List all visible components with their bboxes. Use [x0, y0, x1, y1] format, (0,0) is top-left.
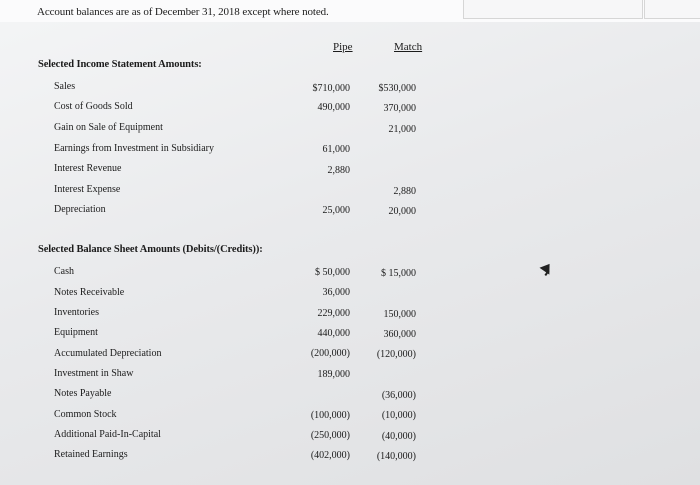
balance-row-label: Notes Receivable: [54, 287, 125, 298]
balance-row-label: Inventories: [54, 307, 99, 318]
balance-row-pipe-value: (200,000): [310, 348, 350, 359]
balance-section-title: Selected Balance Sheet Amounts (Debits/(Credits)):: [38, 244, 263, 255]
income-row-match-value: 2,880: [393, 186, 416, 197]
balance-row-pipe-value: (402,000): [310, 450, 350, 461]
income-row-pipe-value: 61,000: [322, 144, 350, 155]
balance-row-label: Equipment: [54, 327, 98, 338]
balance-row-label: Cash: [54, 266, 74, 277]
income-row-pipe-value: 25,000: [322, 205, 350, 216]
balance-row-pipe-value: $ 50,000: [315, 267, 350, 278]
income-row-label: Cost of Goods Sold: [54, 101, 133, 112]
income-row-label: Earnings from Investment in Subsidiary: [54, 143, 214, 154]
column-header-pipe: Pipe: [333, 41, 353, 53]
intro-text: Account balances are as of December 31, 2018 except where noted.: [37, 6, 329, 18]
balance-row-match-value: (10,000): [381, 410, 416, 421]
balance-row-match-value: 360,000: [383, 329, 416, 340]
income-row-pipe-value: 490,000: [317, 102, 350, 113]
balance-row-match-value: (36,000): [381, 390, 416, 401]
income-row-label: Interest Expense: [54, 184, 121, 195]
balance-row-pipe-value: 189,000: [317, 369, 350, 380]
income-row-match-value: $530,000: [378, 83, 416, 94]
income-row-match-value: 20,000: [388, 206, 416, 217]
balance-row-label: Investment in Shaw: [54, 368, 134, 379]
balance-row-label: Common Stock: [54, 409, 117, 420]
balance-row-match-value: (140,000): [376, 451, 416, 462]
column-header-match: Match: [394, 41, 423, 53]
balance-row-pipe-value: (100,000): [310, 410, 350, 421]
balance-row-match-value: $ 15,000: [381, 268, 416, 279]
balance-row-pipe-value: (250,000): [310, 430, 350, 441]
balance-row-label: Retained Earnings: [54, 449, 128, 460]
balance-row-pipe-value: 440,000: [317, 328, 350, 339]
balance-row-pipe-value: 36,000: [322, 287, 350, 298]
balance-row-label: Notes Payable: [54, 388, 112, 399]
balance-row-label: Accumulated Depreciation: [54, 348, 162, 359]
income-section-title: Selected Income Statement Amounts:: [38, 59, 202, 70]
header-box-right: [644, 0, 700, 19]
income-row-label: Interest Revenue: [54, 163, 122, 174]
income-row-label: Gain on Sale of Equipment: [54, 122, 163, 133]
balance-row-match-value: (40,000): [381, 431, 416, 442]
balance-row-pipe-value: 229,000: [317, 308, 350, 319]
balance-row-label: Additional Paid-In-Capital: [54, 429, 161, 440]
header-box-left: [463, 0, 643, 19]
balance-row-match-value: (120,000): [376, 349, 416, 360]
income-row-label: Sales: [54, 81, 76, 92]
income-row-match-value: 21,000: [388, 124, 416, 135]
income-row-pipe-value: $710,000: [312, 83, 350, 94]
income-row-label: Depreciation: [54, 204, 106, 215]
balance-row-match-value: 150,000: [383, 309, 416, 320]
income-row-match-value: 370,000: [383, 103, 416, 114]
income-row-pipe-value: 2,880: [327, 165, 350, 176]
